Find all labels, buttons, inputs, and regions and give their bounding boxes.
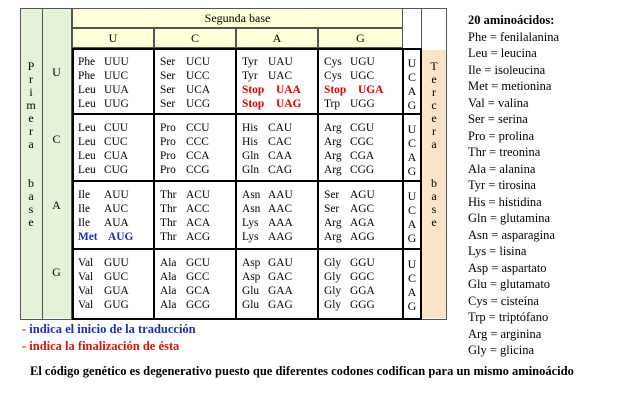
codon-triplet: CUA: [104, 150, 129, 162]
codon-cell: [160, 48, 236, 111]
codon-triplet: UGC: [350, 70, 375, 82]
codon-triplet: UGU: [350, 56, 375, 68]
codon-entry: [242, 149, 318, 163]
first-base-label: P r i m e r a b a s e: [26, 59, 36, 229]
amino-acid-abbr: Asn: [242, 203, 261, 215]
amino-acid-abbr: Lys: [242, 231, 259, 243]
amino-acid-abbr: Pro: [160, 150, 176, 162]
codon-entry: [242, 202, 318, 216]
amino-acid-abbr: Pro: [160, 122, 176, 134]
footer-caption: El código genético es degenerativo puesto que diferentes codones codifican para un mismo aminoácido: [30, 364, 574, 378]
codon-triplet: AGU: [350, 189, 375, 201]
codon-entry: [324, 188, 400, 202]
codon-triplet: GUC: [104, 271, 129, 283]
codon-triplet: GAG: [268, 299, 293, 311]
codon-triplet: GAU: [268, 257, 293, 269]
codon-entry: [242, 298, 318, 312]
codon-cell: [78, 114, 154, 177]
second-base-title: Segunda base: [72, 8, 403, 28]
codon-triplet: CCG: [186, 164, 210, 176]
amino-acid-abbr: Arg: [324, 136, 342, 148]
amino-acid-abbr: Thr: [160, 189, 177, 201]
codon-entry: [160, 135, 236, 149]
codon-cell: [160, 249, 236, 312]
codon-entry: [324, 284, 400, 298]
codon-triplet: CUG: [104, 164, 129, 176]
codon-cell: [242, 181, 318, 244]
codon-triplet: GCU: [186, 257, 211, 269]
codon-entry: [78, 216, 154, 230]
amino-acid-abbr: His: [242, 136, 258, 148]
codon-entry: [242, 216, 318, 230]
third-base-letters-g: U C A G: [407, 257, 417, 313]
codon-entry: [242, 188, 318, 202]
first-base-a: A: [52, 197, 61, 212]
amino-acid-abbr: Leu: [78, 122, 96, 134]
codon-entry: [78, 188, 154, 202]
second-base-g: G: [318, 28, 403, 48]
codon-entry: [160, 188, 236, 202]
codon-entry: [78, 270, 154, 284]
codon-triplet: ACU: [186, 189, 211, 201]
third-base-letters-a: U C A G: [407, 189, 417, 245]
codon-entry: [160, 55, 236, 69]
codon-entry: [324, 55, 400, 69]
codon-triplet: UCA: [186, 84, 211, 96]
legend-item: Val = valina: [468, 95, 529, 110]
codon-cell: [160, 181, 236, 244]
amino-acid-abbr: Ser: [160, 70, 176, 82]
codon-entry: [78, 256, 154, 270]
codon-cell: [324, 181, 400, 244]
codon-triplet: UUA: [104, 84, 129, 96]
codon-cell: [160, 114, 236, 177]
amino-acid-abbr: Gln: [242, 150, 260, 162]
codon-triplet: AGA: [350, 217, 375, 229]
stop-note-text: - indica la finalización de ésta: [22, 339, 180, 353]
second-base-a: A: [236, 28, 318, 48]
first-base-u: U: [52, 64, 61, 79]
amino-acid-abbr: Thr: [160, 231, 177, 243]
amino-acid-abbr: Phe: [78, 56, 96, 68]
codon-triplet: UUU: [104, 56, 129, 68]
codon-entry: [78, 135, 154, 149]
codon-triplet: CGG: [350, 164, 375, 176]
codon-triplet: CAG: [268, 164, 293, 176]
amino-acid-abbr: Ala: [160, 285, 177, 297]
third-base-label: T e r c e r a b a s e: [430, 59, 438, 229]
amino-acid-abbr: Thr: [160, 203, 177, 215]
legend-item: Cys = cisteína: [468, 293, 539, 308]
codon-entry: [160, 284, 236, 298]
start-note-dash: -: [22, 322, 27, 336]
amino-acid-abbr: Ser: [324, 189, 340, 201]
legend-items: [468, 29, 638, 359]
legend-item: Arg = arginina: [468, 326, 542, 341]
amino-acid-abbr: Gln: [242, 164, 260, 176]
amino-acid-abbr: Leu: [78, 98, 96, 110]
amino-acid-abbr: Ser: [160, 98, 176, 110]
amino-acid-abbr: Val: [78, 285, 94, 297]
codon-entry: [160, 298, 236, 312]
amino-acid-abbr: Arg: [324, 164, 342, 176]
codon-entry: [78, 83, 154, 97]
codon-triplet: UUG: [104, 98, 129, 110]
codon-triplet: GGG: [350, 299, 375, 311]
codon-triplet: CUC: [104, 136, 128, 148]
codon-entry: [160, 69, 236, 83]
amino-acid-abbr: Gly: [324, 299, 342, 311]
codon-triplet: GUA: [104, 285, 129, 297]
codon-entry: [160, 163, 236, 177]
third-base-letters-u: U C A G: [407, 56, 417, 112]
amino-acid-abbr: Val: [78, 257, 94, 269]
codon-cell: [324, 48, 400, 111]
codon-triplet: UCU: [186, 56, 211, 68]
legend-item: Asp = aspartato: [468, 260, 547, 275]
codon-entry: [324, 202, 400, 216]
codon-triplet: CUU: [104, 122, 129, 134]
amino-acid-abbr: Glu: [242, 299, 260, 311]
codon-cell: [324, 249, 400, 312]
codon-triplet: UAA: [276, 84, 301, 96]
codon-triplet: UUC: [104, 70, 129, 82]
legend-item: Tyr = tirosina: [468, 178, 536, 192]
codon-triplet: CAA: [268, 150, 293, 162]
amino-acid-abbr: Glu: [242, 285, 260, 297]
codon-entry: [242, 121, 318, 135]
stop-note: [22, 339, 179, 354]
codon-triplet: AAA: [268, 217, 293, 229]
codon-triplet: AUG: [108, 231, 134, 243]
amino-acid-legend: [468, 12, 638, 359]
codon-entry: [242, 230, 318, 244]
amino-acid-abbr: Leu: [78, 150, 96, 162]
codon-entry: [78, 97, 154, 111]
codon-entry: [160, 230, 236, 244]
legend-item: Lys = lisina: [468, 244, 527, 258]
amino-acid-abbr: Leu: [78, 164, 96, 176]
codon-triplet: CGC: [350, 136, 374, 148]
amino-acid-abbr: Thr: [160, 217, 177, 229]
amino-acid-abbr: Pro: [160, 164, 176, 176]
codon-entry: [242, 270, 318, 284]
amino-acid-abbr: Ile: [78, 203, 91, 215]
codon-triplet: AUU: [104, 189, 129, 201]
amino-acid-abbr: Met: [78, 231, 98, 243]
codon-triplet: UGA: [358, 84, 384, 96]
start-note-text: indica el inicio de la traducción: [26, 322, 196, 336]
amino-acid-abbr: Stop: [242, 84, 265, 96]
legend-item: His = histidina: [468, 194, 542, 209]
amino-acid-abbr: Tyr: [242, 56, 258, 68]
codon-entry: [160, 202, 236, 216]
amino-acid-abbr: Cys: [324, 56, 342, 68]
codon-cell: [324, 114, 400, 177]
codon-entry: [242, 135, 318, 149]
codon-triplet: CCU: [186, 122, 210, 134]
amino-acid-abbr: Leu: [78, 136, 96, 148]
amino-acid-abbr: His: [242, 122, 258, 134]
codon-triplet: GCA: [186, 285, 211, 297]
codon-triplet: UAU: [268, 56, 293, 68]
codon-triplet: GGA: [350, 285, 375, 297]
codon-cell: [78, 181, 154, 244]
codon-triplet: AAG: [268, 231, 293, 243]
amino-acid-abbr: Ala: [160, 257, 177, 269]
start-note: [22, 322, 196, 337]
amino-acid-abbr: Lys: [242, 217, 259, 229]
amino-acid-abbr: Stop: [324, 84, 347, 96]
amino-acid-abbr: Ser: [160, 56, 176, 68]
codon-entry: [242, 97, 318, 111]
amino-acid-abbr: Gly: [324, 271, 342, 283]
second-base-u: U: [72, 28, 154, 48]
amino-acid-abbr: Val: [78, 299, 94, 311]
legend-item: Gly = glicina: [468, 343, 535, 357]
third-col-top-line: [403, 8, 447, 9]
codon-triplet: GCC: [186, 271, 210, 283]
codon-entry: [78, 69, 154, 83]
codon-entry: [242, 69, 318, 83]
codon-cell: [78, 249, 154, 312]
amino-acid-abbr: Arg: [324, 122, 342, 134]
codon-triplet: GUG: [104, 299, 129, 311]
codon-entry: [324, 256, 400, 270]
amino-acid-abbr: Ile: [78, 217, 91, 229]
codon-triplet: ACC: [186, 203, 210, 215]
amino-acid-abbr: Asp: [242, 271, 261, 283]
codon-entry: [160, 270, 236, 284]
legend-item: Ile = isoleucina: [468, 62, 546, 77]
codon-entry: [78, 55, 154, 69]
legend-item: Pro = prolina: [468, 128, 535, 143]
amino-acid-abbr: Gly: [324, 285, 342, 297]
legend-item: Trp = triptófano: [468, 310, 549, 324]
codon-entry: [324, 97, 400, 111]
amino-acid-abbr: Tyr: [242, 70, 258, 82]
codon-entry: [324, 216, 400, 230]
amino-acid-abbr: Ala: [160, 271, 177, 283]
amino-acid-abbr: Asp: [242, 257, 261, 269]
codon-entry: [324, 121, 400, 135]
codon-entry: [78, 121, 154, 135]
codon-entry: [160, 216, 236, 230]
codon-entry: [160, 149, 236, 163]
codon-entry: [160, 97, 236, 111]
amino-acid-abbr: Ser: [324, 203, 340, 215]
codon-triplet: GAC: [268, 271, 293, 283]
codon-triplet: CGA: [350, 150, 375, 162]
codon-triplet: GCG: [186, 299, 211, 311]
codon-entry: [324, 270, 400, 284]
amino-acid-abbr: Ser: [160, 84, 176, 96]
codon-triplet: ACG: [186, 231, 211, 243]
amino-acid-abbr: Trp: [324, 98, 341, 110]
codon-entry: [78, 163, 154, 177]
legend-item: Leu = leucina: [468, 46, 537, 60]
codon-triplet: CGU: [350, 122, 375, 134]
codon-triplet: CAC: [268, 136, 292, 148]
codon-cell: [242, 48, 318, 111]
amino-acid-abbr: Leu: [78, 84, 96, 96]
codon-triplet: UAG: [276, 98, 302, 110]
codon-entry: [324, 298, 400, 312]
codon-entry: [242, 284, 318, 298]
codon-triplet: AUA: [104, 217, 129, 229]
codon-cell: [242, 249, 318, 312]
codon-triplet: UCC: [186, 70, 210, 82]
codon-triplet: ACA: [186, 217, 211, 229]
amino-acid-abbr: Arg: [324, 231, 342, 243]
codon-triplet: UGG: [350, 98, 375, 110]
codon-triplet: AAU: [268, 189, 293, 201]
codon-entry: [242, 83, 318, 97]
codon-entry: [78, 298, 154, 312]
amino-acid-abbr: Phe: [78, 70, 96, 82]
codon-triplet: UAC: [268, 70, 293, 82]
first-base-g: G: [52, 264, 61, 279]
codon-triplet: AGG: [350, 231, 375, 243]
codon-entry: [78, 202, 154, 216]
amino-acid-abbr: Ala: [160, 299, 177, 311]
second-base-c: C: [154, 28, 236, 48]
legend-item: Phe = fenilalanina: [468, 29, 560, 44]
codon-entry: [78, 230, 154, 244]
codon-triplet: CCA: [186, 150, 210, 162]
amino-acid-abbr: Val: [78, 271, 94, 283]
codon-entry: [242, 55, 318, 69]
first-base-c: C: [52, 131, 61, 146]
codon-entry: [242, 163, 318, 177]
legend-item: Ala = alanina: [468, 161, 536, 176]
codon-entry: [78, 149, 154, 163]
codon-entry: [324, 83, 400, 97]
codon-cell: [78, 48, 154, 111]
codon-entry: [242, 256, 318, 270]
codon-triplet: AAC: [268, 203, 293, 215]
codon-entry: [160, 121, 236, 135]
codon-cell: [242, 114, 318, 177]
codon-triplet: GGU: [350, 257, 375, 269]
legend-title: 20 aminoácidos:: [468, 13, 555, 27]
codon-entry: [324, 163, 400, 177]
amino-acid-abbr: Arg: [324, 217, 342, 229]
codon-triplet: GUU: [104, 257, 129, 269]
codon-triplet: UCG: [186, 98, 211, 110]
codon-entry: [324, 230, 400, 244]
legend-item: Met = metionina: [468, 79, 552, 93]
codon-triplet: AGC: [350, 203, 375, 215]
legend-item: Asn = asparagina: [468, 227, 555, 242]
amino-acid-abbr: Arg: [324, 150, 342, 162]
codon-entry: [324, 69, 400, 83]
legend-item: Gln = glutamina: [468, 211, 551, 225]
codon-triplet: CCC: [186, 136, 209, 148]
codon-entry: [324, 135, 400, 149]
amino-acid-abbr: Asn: [242, 189, 261, 201]
codon-entry: [160, 256, 236, 270]
legend-item: Ser = serina: [468, 112, 528, 126]
amino-acid-abbr: Stop: [242, 98, 265, 110]
codon-triplet: AUC: [104, 203, 129, 215]
amino-acid-abbr: Ile: [78, 189, 91, 201]
codon-triplet: CAU: [268, 122, 293, 134]
codon-entry: [78, 284, 154, 298]
third-base-letters-c: U C A G: [407, 122, 417, 178]
codon-triplet: GGC: [350, 271, 375, 283]
legend-item: Glu = glutamato: [468, 277, 551, 291]
legend-item: Thr = treonina: [468, 145, 541, 159]
amino-acid-abbr: Cys: [324, 70, 342, 82]
amino-acid-abbr: Pro: [160, 136, 176, 148]
codon-triplet: GAA: [268, 285, 293, 297]
codon-entry: [160, 83, 236, 97]
amino-acid-abbr: Gly: [324, 257, 342, 269]
codon-entry: [324, 149, 400, 163]
